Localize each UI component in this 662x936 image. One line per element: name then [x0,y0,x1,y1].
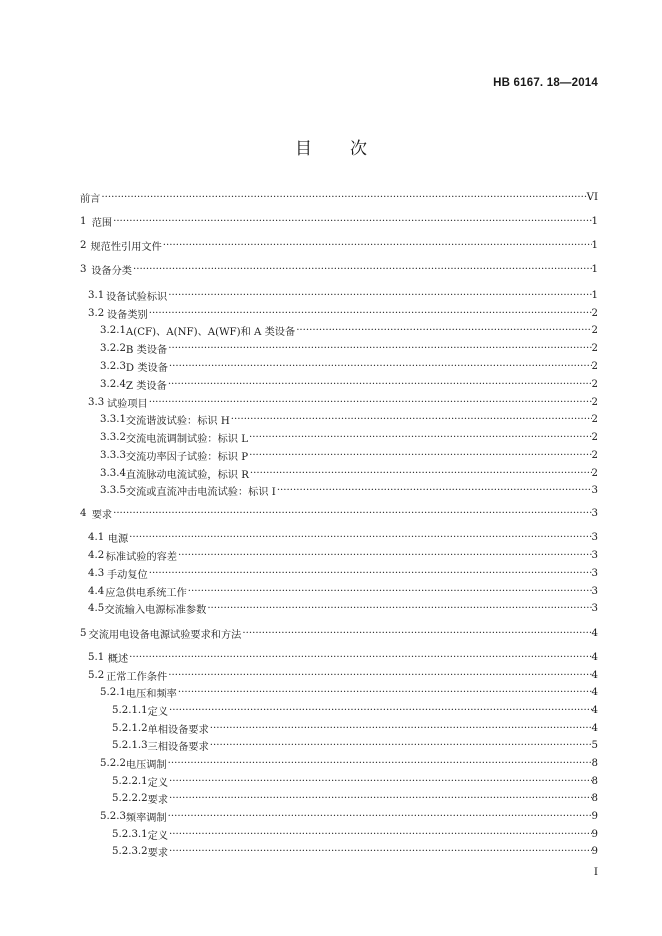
toc-entry-label: 交流或直流冲击电流试验：标识 I [125,486,276,497]
toc-entry[interactable] [80,668,598,682]
toc-entry-page: 3 [591,585,598,597]
toc-entry-page: 9 [591,828,598,840]
toc-entry[interactable] [80,288,598,302]
toc-entry[interactable] [80,530,598,544]
dot-leader [250,468,592,479]
toc-entry-label: 范围 [91,217,113,228]
toc-entry-page: 4 [591,627,598,639]
dot-leader [129,532,591,543]
toc-entry-label: 电压和频率 [125,688,177,699]
dot-leader [149,397,592,408]
toc-entry[interactable] [80,791,598,805]
toc-entry[interactable] [80,703,598,717]
toc-entry-label: 定义 [147,830,169,841]
toc-entry-label: 标准试验的容差 [105,551,178,562]
toc-entry-page: 1 [591,289,598,301]
toc-entry[interactable] [80,756,598,770]
toc-entry-page: 3 [591,484,598,496]
toc-entry-label: 设备试验标识 [106,291,168,302]
toc-entry[interactable] [80,844,598,858]
toc-entry-number: 3.1 [88,289,105,301]
toc-entry-number: 3.3 [88,396,105,408]
toc-entry-page: 4 [591,669,598,681]
toc-entry[interactable] [80,506,598,520]
toc-entry-page: 4 [591,686,598,698]
toc-entry-page: 2 [591,467,598,479]
toc-entry[interactable] [80,190,598,204]
toc-entry-label: 要求 [147,794,169,805]
toc-entry-number: 4.3 [88,567,105,579]
toc-entry-number: 5.2.1.1 [112,704,148,716]
toc-entry-number: 5.2.3 [100,810,126,822]
toc-entry-number: 1 [80,215,87,227]
page-number: I [593,866,598,878]
toc-entry[interactable] [80,809,598,823]
toc-entry-number: 3.2.3 [100,360,126,372]
toc-entry-label: 前言 [80,193,101,204]
dot-leader [169,829,591,840]
toc-entry-page: VI [586,191,598,203]
toc-entry[interactable] [80,738,598,752]
toc-entry-label: 设备分类 [91,265,132,276]
toc-entry[interactable] [80,774,598,788]
toc-entry[interactable] [80,626,598,640]
toc-entry-page: 1 [591,263,598,275]
dot-leader [231,414,592,425]
dot-leader [168,290,591,301]
toc-entry-number: 5.1 [88,651,105,663]
dot-leader [210,723,592,734]
toc-entry-label: 设备类别 [106,309,148,320]
toc-entry-page: 8 [591,792,598,804]
toc-entry-page: 4 [591,722,598,734]
toc-entry[interactable] [80,262,598,276]
dot-leader [210,740,592,751]
toc-entry-label: A(CF)、A(NF)、A(WF)和 A 类设备 [125,326,296,337]
dot-leader [169,705,591,716]
toc-entry-number: 3.2.2 [100,342,126,354]
toc-entry[interactable] [80,412,598,426]
toc-entry[interactable] [80,466,598,480]
toc-entry-label: D 类设备 [125,362,168,373]
toc-entry-number: 5 [80,627,87,639]
toc-entry-number: 4.4 [88,585,105,597]
toc-entry-page: 3 [591,567,598,579]
toc-entry[interactable] [80,483,598,497]
toc-entry[interactable] [80,395,598,409]
toc-entry[interactable] [80,685,598,699]
toc-entry[interactable] [80,341,598,355]
toc-entry[interactable] [80,601,598,615]
dot-leader [169,361,592,372]
toc-entry-page: 2 [591,307,598,319]
toc-entry-label: 直流脉动电流试验，标识 R [125,469,249,480]
dot-leader [168,811,592,822]
toc-entry-number: 5.2.3.2 [112,845,148,857]
toc-entry-label: 应急供电系统工作 [105,587,187,598]
toc-entry-label: 试验项目 [106,398,148,409]
toc-entry-number: 4.1 [88,531,105,543]
toc-entry-page: 1 [591,239,598,251]
toc-entry-label: 定义 [147,706,169,717]
toc-entry-label: 交流电流调制试验：标识 L [125,433,248,444]
toc-entry-number: 3.3.5 [100,484,126,496]
dot-leader [207,603,591,614]
toc-entry-number: 2 [80,239,87,251]
toc-entry-page: 2 [591,396,598,408]
toc-entry[interactable] [80,430,598,444]
toc-entry-number: 3.3.2 [100,431,126,443]
toc-entry-number: 5.2.1.3 [112,739,148,751]
toc-entry-page: 3 [591,602,598,614]
toc-entry-number: 4.5 [88,602,105,614]
toc-entry-page: 8 [591,775,598,787]
toc-entry[interactable] [80,566,598,580]
dot-leader [188,586,592,597]
toc-entry-label: 电源 [107,533,129,544]
dot-leader [168,670,591,681]
toc-entry-label: 概述 [107,653,129,664]
toc-entry-number: 3.2.1 [100,324,126,336]
toc-entry-number: 5.2.3.1 [112,828,148,840]
toc-entry-label: 三相设备要求 [147,741,209,752]
toc-entry-label: 规范性引用文件 [90,241,162,252]
toc-entry[interactable] [80,214,598,228]
toc-entry-label: 交流用电设备电源试验要求和方法 [88,629,242,640]
toc-entry-page: 8 [591,757,598,769]
toc-entry-page: 3 [591,549,598,561]
toc-entry[interactable] [80,548,598,562]
toc-entry-number: 5.2.2 [100,757,126,769]
toc-entry-label: 单相设备要求 [147,724,209,735]
dot-leader [129,652,591,663]
standard-code: HB 6167. 18—2014 [493,77,598,89]
dot-leader [296,325,591,336]
toc-entry[interactable] [80,359,598,373]
toc-entry-page: 2 [591,360,598,372]
dot-leader [168,379,592,390]
dot-leader [113,216,591,227]
toc-entry-number: 3.3.4 [100,467,126,479]
toc-entry-page: 3 [591,531,598,543]
toc-entry-label: 频率调制 [125,812,167,823]
toc-entry-label: B 类设备 [125,344,168,355]
toc-entry-page: 2 [591,431,598,443]
toc-entry[interactable] [80,238,598,252]
toc-entry-page: 1 [591,215,598,227]
toc-entry-number: 4.2 [88,549,105,561]
toc-entry[interactable] [80,448,598,462]
dot-leader [169,846,591,857]
toc-entry-page: 9 [591,845,598,857]
toc-entry-page: 2 [591,378,598,390]
toc-entry-page: 2 [591,449,598,461]
toc-entry-label: 要求 [147,847,169,858]
toc-entry-page: 2 [591,413,598,425]
toc-entry-number: 5.2.1.2 [112,722,148,734]
toc-entry-page: 4 [591,704,598,716]
toc-entry[interactable] [80,306,598,320]
dot-leader [168,343,591,354]
dot-leader [168,758,592,769]
dot-leader [101,192,586,203]
toc-entry-label: 交流谐波试验：标识 H [125,415,230,426]
toc-entry-page: 3 [591,507,598,519]
toc-entry-number: 5.2.1 [100,686,126,698]
toc-entry-label: 交流功率因子试验：标识 P [125,451,249,462]
toc-entry[interactable] [80,377,598,391]
toc-entry-label: 电压调制 [125,759,167,770]
toc-entry-number: 3.3.3 [100,449,126,461]
toc-entry-label: 正常工作条件 [106,671,168,682]
toc-entry-number: 4 [80,507,87,519]
toc-entry-label: Z 类设备 [125,380,167,391]
toc-entry-number: 3 [80,263,87,275]
toc-entry-number: 3.2.4 [100,378,126,390]
toc-entry[interactable] [80,650,598,664]
toc-entry-page: 2 [591,342,598,354]
dot-leader [169,776,591,787]
toc-entry-number: 3.3.1 [100,413,126,425]
dot-leader [242,628,591,639]
toc-entry-page: 5 [591,739,598,751]
dot-leader [277,485,592,496]
toc-entry-page: 4 [591,651,598,663]
dot-leader [149,308,592,319]
toc-entry-number: 3.2 [88,307,105,319]
dot-leader [113,508,591,519]
toc-entry-page: 2 [591,324,598,336]
dot-leader [249,450,591,461]
toc-entry-number: 5.2 [88,669,105,681]
toc-entry-label: 要求 [91,509,113,520]
toc-entry[interactable] [80,827,598,841]
dot-leader [133,264,592,275]
toc-entry-number: 5.2.2.1 [112,775,148,787]
dot-leader [178,550,592,561]
toc-entry[interactable] [80,721,598,735]
toc-entry-label: 定义 [147,777,169,788]
dot-leader [149,568,592,579]
toc-entry-label: 手动复位 [106,569,148,580]
dot-leader [178,687,592,698]
page-title: 目次 [295,139,405,159]
toc-entry-page: 9 [591,810,598,822]
toc-entry-label: 交流输入电源标准参数 [104,604,207,615]
dot-leader [169,793,591,804]
toc-entry[interactable] [80,584,598,598]
toc-entry-number: 5.2.2.2 [112,792,148,804]
dot-leader [249,432,592,443]
toc-entry[interactable] [80,323,598,337]
dot-leader [163,240,592,251]
